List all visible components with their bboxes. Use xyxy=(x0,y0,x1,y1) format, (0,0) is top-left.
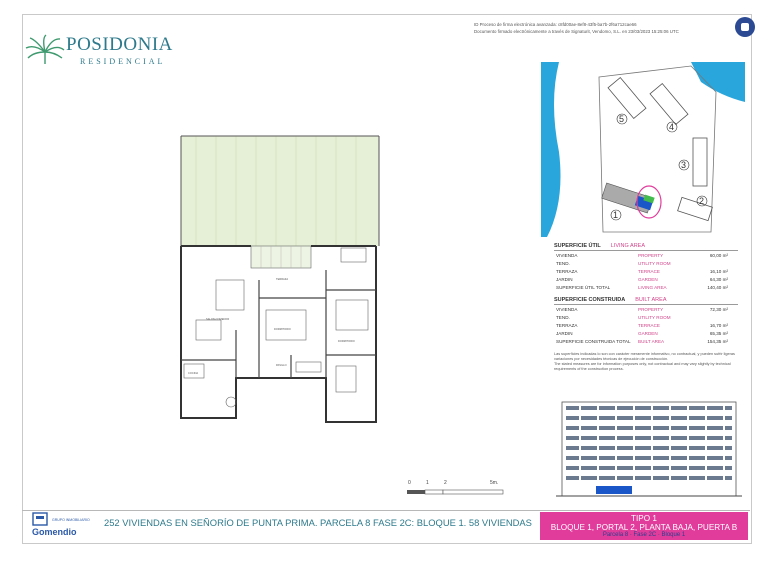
unit-location: BLOQUE 1, PORTAL 2, PLANTA BAJA, PUERTA B xyxy=(550,523,738,532)
table-row: TERRAZA TERRACE 16,70 m² xyxy=(556,323,728,328)
svg-text:DORMITORIO: DORMITORIO xyxy=(338,340,355,343)
project-title: 252 VIVIENDAS EN SEÑORÍO DE PUNTA PRIMA. PARCELA 8 FASE 2C: BLOQUE 1. 58 VIVIENDAS xyxy=(104,517,532,528)
block-label-5: 5 xyxy=(619,114,625,124)
signaturit-badge-icon[interactable] xyxy=(735,17,755,37)
scale-bar xyxy=(406,488,506,496)
table-row: TEND. UTILITY ROOM xyxy=(556,261,671,266)
table-row: JARDIN GARDEN 64,30 m² xyxy=(556,277,728,282)
area-table xyxy=(554,243,738,372)
block-label-1: 1 xyxy=(613,210,619,220)
unit-info-box xyxy=(540,512,748,540)
site-map xyxy=(541,62,745,237)
disclaimer-en: The stated measures are for information purposes only, not contractual and may vary slightly by technical requirements of the construction process. xyxy=(554,362,731,371)
block-label-2: 2 xyxy=(699,196,705,206)
svg-text:PASILLO: PASILLO xyxy=(276,364,287,367)
svg-text:TERRAZA: TERRAZA xyxy=(276,278,289,281)
built-header-en: BUILT AREA xyxy=(635,297,667,303)
unit-detail: Parcela 8 · Fase 2C · Bloque 1 xyxy=(602,532,686,538)
block-label-4: 4 xyxy=(669,122,675,132)
scale-tick-5: 5m. xyxy=(490,480,499,486)
company-tagline: GRUPO INMOBILIARIO xyxy=(52,518,90,522)
brand-name: POSIDONIA xyxy=(66,34,173,55)
footer-divider xyxy=(22,510,750,511)
signature-line-2: Documento firmado electrónicamente a través de Signaturit, Vendomo, S.L. en 23/03/2023 15:25:06 UTC xyxy=(474,29,679,34)
sea-top-right xyxy=(691,62,745,102)
scale-tick-1: 1 xyxy=(426,480,429,486)
table-row: TEND. UTILITY ROOM xyxy=(556,315,671,320)
table-row: TERRAZA TERRACE 16,10 m² xyxy=(556,269,728,274)
unit-highlight xyxy=(596,486,632,494)
living-header: SUPERFICIE ÚTIL xyxy=(554,243,601,249)
table-row: VIVIENDA PROPERTY 60,00 m² xyxy=(556,253,728,258)
scale-tick-2: 2 xyxy=(444,480,447,486)
block-label-3: 3 xyxy=(681,160,687,170)
sea-left xyxy=(541,62,561,237)
built-header: SUPERFICIE CONSTRUIDA xyxy=(554,297,626,303)
brand-subtitle: RESIDENCIAL xyxy=(80,57,166,66)
building-elevation xyxy=(556,396,742,500)
table-row: VIVIENDA PROPERTY 72,30 m² xyxy=(556,307,728,312)
signature-line-1: ID Proceso de firma electrónica avanzada: c8fd00ae-8ef8-43f5-ba7b-2f6a712cae66 xyxy=(474,22,637,27)
floor-plan xyxy=(176,130,386,430)
scale-tick-0: 0 xyxy=(408,480,411,486)
disclaimer-es: Las superficies indicadas lo son con carácter meramente informativo, no contractual, y pueden sufrir ligeras variaciones por necesidades técnicas de ejecución de construcción. xyxy=(554,352,735,361)
unit-type: TIPO 1 xyxy=(631,514,657,523)
table-row: SUPERFICIE ÚTIL TOTAL LIVING AREA 140,40 m² xyxy=(556,285,728,290)
palm-logo-icon xyxy=(24,34,66,68)
living-header-en: LIVING AREA xyxy=(610,243,646,249)
company-name: Gomendio xyxy=(32,527,77,537)
gomendio-logo-icon xyxy=(32,512,48,526)
svg-text:DORMITORIO: DORMITORIO xyxy=(274,328,291,331)
svg-text:SALON-COMEDOR: SALON-COMEDOR xyxy=(206,318,230,321)
svg-text:COCINA: COCINA xyxy=(188,372,199,375)
table-row: JARDIN GARDEN 65,35 m² xyxy=(556,331,728,336)
table-row: SUPERFICIE CONSTRUIDA TOTAL BUILT AREA 154,35 m² xyxy=(556,339,728,344)
garden-area xyxy=(181,136,379,246)
